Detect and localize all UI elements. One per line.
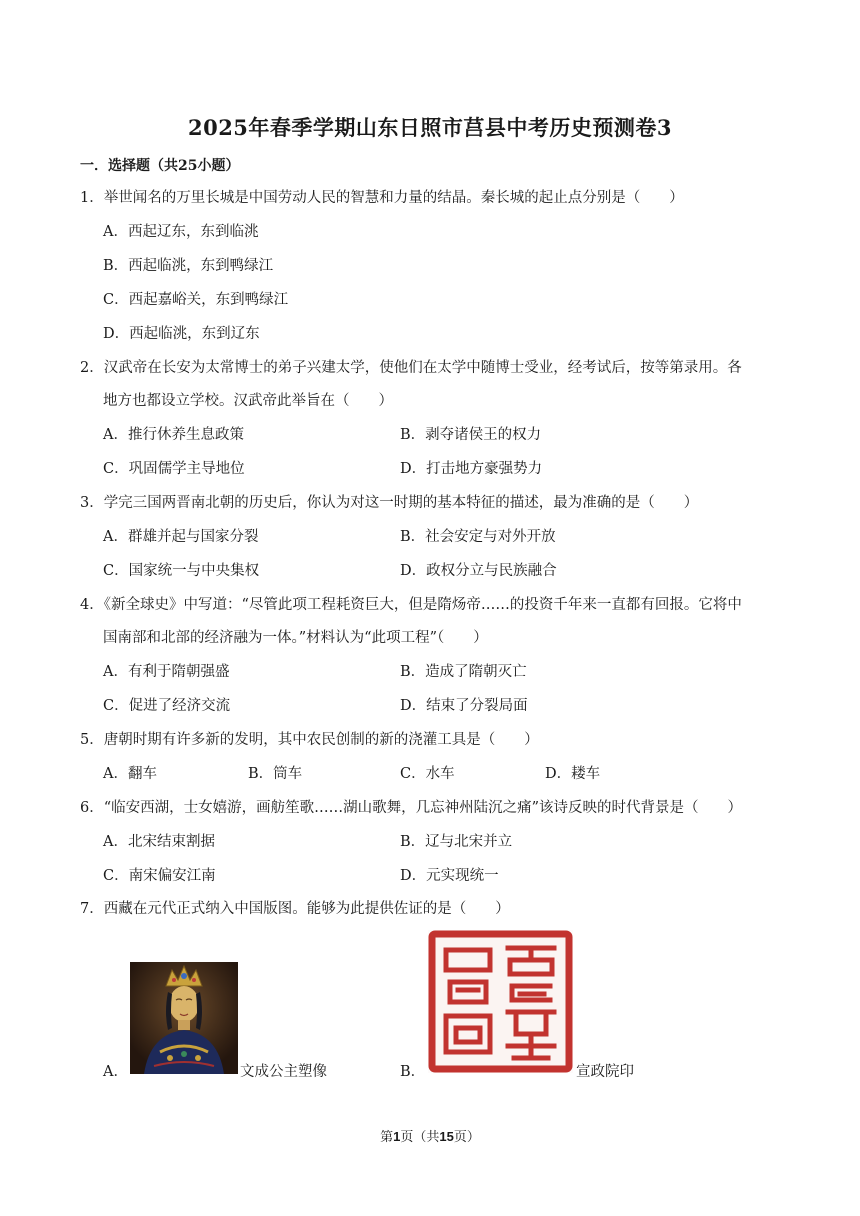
q2-option-b: B．剥夺诸侯王的权力 xyxy=(400,427,542,443)
q4-option-a: A．有利于隋朝强盛 xyxy=(103,664,230,680)
question-2-stem-line1: 2．汉武帝在长安为太常博士的弟子兴建太学，使他们在太学中随博士受业，经考试后，按等第录用。各 xyxy=(80,360,742,376)
q1-option-b: B．西起临洮，东到鸭绿江 xyxy=(103,258,274,274)
q4-option-d: D．结束了分裂局面 xyxy=(400,698,528,714)
q6-option-b: B．辽与北宋并立 xyxy=(400,834,513,850)
q7-option-a-caption: 文成公主塑像 xyxy=(240,1064,327,1080)
page-footer xyxy=(0,1126,860,1145)
xuanzheng-yuan-seal-image xyxy=(428,930,573,1073)
question-7-stem: 7．西藏在元代正式纳入中国版图。能够为此提供佐证的是（ ） xyxy=(80,901,510,917)
q6-option-d: D．元实现统一 xyxy=(400,868,499,884)
q1-option-d: D．西起临洮，东到辽东 xyxy=(103,326,260,342)
question-1-stem: 1．举世闻名的万里长城是中国劳动人民的智慧和力量的结晶。秦长城的起止点分别是（ ） xyxy=(80,190,684,206)
q1-option-c: C．西起嘉峪关，东到鸭绿江 xyxy=(103,292,289,308)
question-5-stem: 5．唐朝时期有许多新的发明，其中农民创制的新的浇灌工具是（ ） xyxy=(80,732,539,748)
q4-option-c: C．促进了经济交流 xyxy=(103,698,231,714)
q6-option-c: C．南宋偏安江南 xyxy=(103,868,216,884)
princess-wencheng-statue-image xyxy=(130,962,238,1074)
footer-mid: 页（共 xyxy=(400,1130,440,1145)
q2-option-a: A．推行休养生息政策 xyxy=(103,427,244,443)
q2-option-d: D．打击地方豪强势力 xyxy=(400,461,543,477)
question-2-stem-line2: 地方也都设立学校。汉武帝此举旨在（ ） xyxy=(103,393,393,409)
question-6-stem: 6．“临安西湖，士女嬉游，画舫笙歌……湖山歌舞，几忘神州陆沉之痛”该诗反映的时代背景是（ ） xyxy=(80,800,743,816)
footer-suffix: 页） xyxy=(453,1130,480,1145)
q2-option-c: C．巩固儒学主导地位 xyxy=(103,461,245,477)
footer-prefix: 第 xyxy=(380,1130,394,1145)
q1-option-a: A．西起辽东，东到临洮 xyxy=(103,224,259,240)
q3-option-b: B．社会安定与对外开放 xyxy=(400,529,556,545)
section-heading: 一．选择题（共25小题） xyxy=(80,158,240,174)
q4-option-b: B．造成了隋朝灭亡 xyxy=(400,664,527,680)
q7-option-b-caption: 宣政院印 xyxy=(576,1064,634,1080)
q5-option-b: B．筒车 xyxy=(248,766,303,782)
question-4-stem-line1: 4．《新全球史》中写道：“尽管此项工程耗资巨大，但是隋炀帝……的投资千年来一直都有回报。它将中 xyxy=(80,597,742,613)
q7-option-a-letter: A． xyxy=(103,1064,128,1080)
footer-page-number: 1 xyxy=(393,1129,401,1144)
question-3-stem: 3．学完三国两晋南北朝的历史后，你认为对这一时期的基本特征的描述，最为准确的是（ ） xyxy=(80,495,699,511)
q3-option-a: A．群雄并起与国家分裂 xyxy=(103,529,259,545)
q3-option-d: D．政权分立与民族融合 xyxy=(400,563,557,579)
footer-total-pages: 15 xyxy=(439,1129,454,1144)
q5-option-d: D．耧车 xyxy=(545,766,601,782)
q5-option-c: C．水车 xyxy=(400,766,455,782)
q3-option-c: C．国家统一与中央集权 xyxy=(103,563,260,579)
q5-option-a: A．翻车 xyxy=(103,766,157,782)
question-4-stem-line2: 国南部和北部的经济融为一体。”材料认为“此项工程”（ ） xyxy=(103,630,488,646)
q7-option-b-letter: B． xyxy=(400,1064,426,1080)
q6-option-a: A．北宋结束割据 xyxy=(103,834,215,850)
page-title: 2025年春季学期山东日照市莒县中考历史预测卷3 xyxy=(187,115,673,140)
